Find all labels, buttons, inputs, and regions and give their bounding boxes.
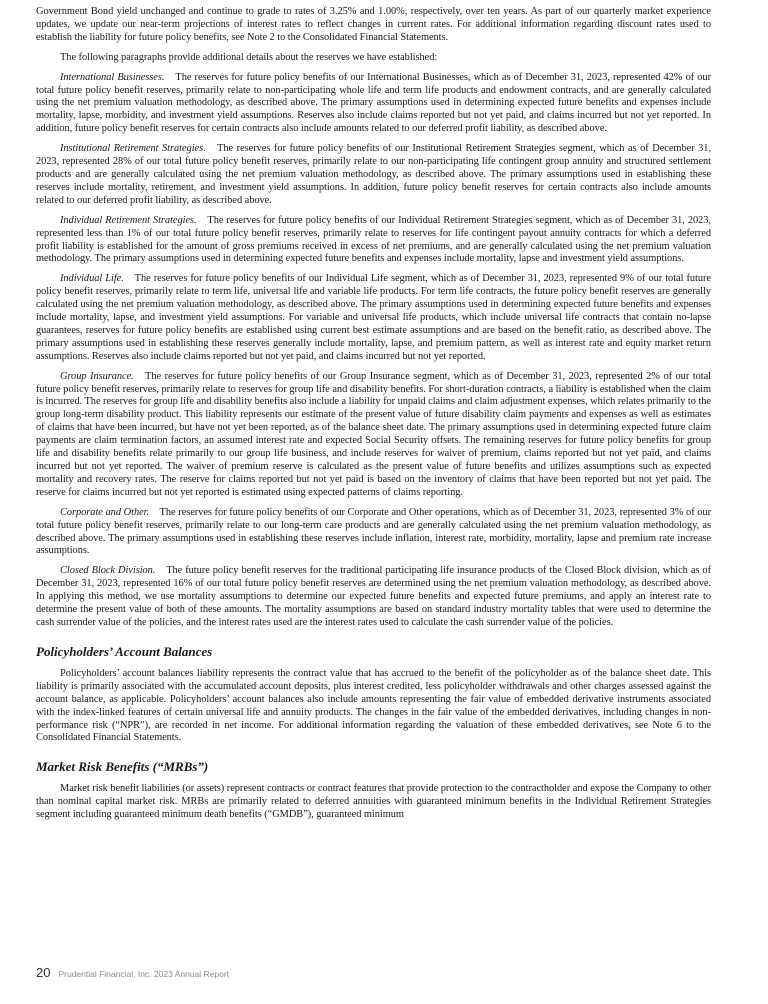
reserve-paragraph-institutional [36,143,711,208]
reserve-paragraph-individual-life [36,273,711,363]
document-page [36,6,711,829]
mrb-paragraph: Market risk benefit liabilities (or assets) represent contracts or contract features that provide protection to the contractholder and expose the Company to other than nominal capital market risk. MRBs are primarily related to deferred annuities with guaranteed minimum benefits in the Individual Retirement Strategies segment including guaranteed minimum death benefits (“GMDB”), guaranteed minimum [36,783,711,821]
reserve-text: The reserves for future policy benefits of our Individual Life segment, which as of December 31, 2023, represented 9% of our total future policy benefit reserves, primarily relate to term life, universal life and variable life products. For term life contracts, the future policy benefit reserves are generally calculated using the net premium valuation methodology, as described above. The primary assumptions used in determining expected future benefits and expenses include mortality, lapse, and investment yield assumptions. For variable and universal life products, which include universal life contracts that contain no-lapse guarantees, reserves for future policy benefits are established using current best estimate assumptions and are based on the benefit ratio, as described above. The primary assumptions used in establishing these reserves generally include mortality, lapse, and premium pattern, as well as interest rate and equity market return assumptions. Reserves also include claims reported but not yet paid, and claims incurred but not yet reported. [36,273,711,362]
reserve-text: The reserves for future policy benefits of our Individual Retirement Strategies segment, which as of December 31, 2023, represented less than 1% of our total future policy benefit reserves, primarily relate to reserves for life contingent payout annuity contracts for which a deferred profit liability is established for the amount of gross premiums received in excess of net premiums, and are generally calculated using the net premium valuation methodology. The primary assumptions used in determining expected future benefits and expenses include mortality, lapse and investment yield assumptions. [36,214,711,265]
reserve-lead: Corporate and Other. [60,506,150,518]
intro-paragraph: Government Bond yield unchanged and continue to grade to rates of 3.25% and 1.00%, respectively, over ten years. As part of our quarterly market experience updates, we update our near-term projections of interest rates to reflect changes in current rates. For additional information regarding discount rates used to establish the liability for future policy benefits, see Note 2 to the Consolidated Financial Statements. [36,6,711,43]
reserve-paragraph-corporate-other [36,507,711,559]
reserve-paragraph-international [36,72,711,137]
reserve-lead: International Businesses. [60,71,165,83]
reserve-paragraph-group-insurance [36,371,711,500]
reserve-lead: Group Insurance. [60,370,134,382]
page-number: 20 [36,965,51,980]
policyholders-paragraph: Policyholders’ account balances liability represents the contract value that has accrued to the benefit of the policyholder as of the balance sheet date. This liability is primarily associated with the accumulated account deposits, plus interest credited, less policyholder withdrawals and other charges assessed against the account balance, as applicable. Policyholders’ account balances also include amounts representing the fair value of embedded derivative instruments associated with the index-linked features of certain universal life and annuity products. The changes in the fair value of the embedded derivatives, including changes in non-performance risk (“NPR”), are recorded in net income. For additional information regarding the valuation of these embedded derivatives, see Note 6 to the Consolidated Financial Statements. [36,667,711,744]
reserve-text: The reserves for future policy benefits of our Group Insurance segment, which as of December 31, 2023, represented 2% of our total future policy benefit reserves, primarily relate to reserves for group life and disability benefits. For short-duration contracts, a liability is established when the claim is incurred. The reserves for group life and disability benefits also include a liability for unpaid claims and claim adjustment expenses, which relates primarily to the group long-term disability product. This liability represents our estimate of the present value of future disability claim payments and expenses as well as estimates of claims that have been incurred, but have not yet been reported, as of the balance sheet date. The primary assumptions used in determining expected future claim payments are claim termination factors, an assumed interest rate and expected Social Security offsets. The remaining reserves for future policy benefits for group life and disability benefits relate primarily to our group life business, and include reserves for waiver of premium, claims reported but not yet paid, and claims incurred but not yet reported. The waiver of premium reserve is calculated as the present value of future benefits and utilizes assumptions such as expected mortality and recovery rates. The reserve for claims reported but not yet paid is based on the inventory of claims that have been reported but not yet paid. The reserve for claims incurred but not yet reported is estimated using expected patterns of claims reporting. [36,370,711,498]
reserve-text: The reserves for future policy benefits of our Institutional Retirement Strategies segment, which as of December 31, 2023, represented 28% of our total future policy benefit reserves, primarily relate to our non-participating life contingent group annuity and structured settlement products and are generally calculated using the net premium valuation methodology, as described above. The primary assumptions used in establishing these reserves include mortality, retirement, and investment yield assumptions. In addition, future policy benefit reserves for certain contracts also include amounts related to our deferred profit liability, as described above. [36,143,711,206]
reserve-text: The future policy benefit reserves for the traditional participating life insurance products of the Closed Block division, which as of December 31, 2023, represented 16% of our total future policy benefit reserves are determined using the net premium valuation methodology, as described above. In applying this method, we use mortality assumptions to determine our expected future benefits and expected future premiums, and apply an interest rate to determine the present value of both of these amounts. The mortality assumptions are based on standard industry mortality tables that were used to determine the cash surrender value of the policies, and the interest rates used are the interest rates used to calculate the cash surrender value of the policies. [36,565,711,628]
reserve-lead: Closed Block Division. [60,565,156,577]
reserve-text: The reserves for future policy benefits of our Corporate and Other operations, which as of December 31, 2023, represented 3% of our total future policy benefit reserves, primarily relate to our long-term care products and are generally calculated using the net premium valuation methodology, as described above. The primary assumptions used in establishing these reserves include inflation, interest rate, morbidity, mortality, lapse and premium rate increase assumptions. [36,506,711,557]
report-title: Prudential Financial, Inc. 2023 Annual Report [58,969,230,979]
section-heading-policyholders: Policyholders’ Account Balances [36,643,213,659]
reserve-paragraph-individual-retirement [36,215,711,267]
page-footer [36,965,229,980]
section-heading-mrb: Market Risk Benefits (“MRBs”) [36,759,209,775]
following-paragraph: The following paragraphs provide additional details about the reserves we have established: [60,51,438,63]
reserve-lead: Individual Retirement Strategies. [60,214,197,226]
reserve-paragraph-closed-block [36,565,711,630]
reserve-lead: Institutional Retirement Strategies. [60,143,206,155]
reserve-text: The reserves for future policy benefits of our International Businesses, which as of December 31, 2023, represented 42% of our total future policy benefit reserves, primarily relate to non-participating whole life and term life products and endowment contracts, and are generally calculated using the net premium valuation methodology, as described above. The primary assumptions used in determining expected future benefits and expenses include mortality, lapse, morbidity, and investment yield assumptions. Reserves also include claims reported but not yet paid, and claims incurred but not yet reported. In addition, future policy benefit reserves for certain contracts also include amounts related to our deferred profit liability, as described above. [36,71,711,135]
reserve-lead: Individual Life. [60,273,124,285]
